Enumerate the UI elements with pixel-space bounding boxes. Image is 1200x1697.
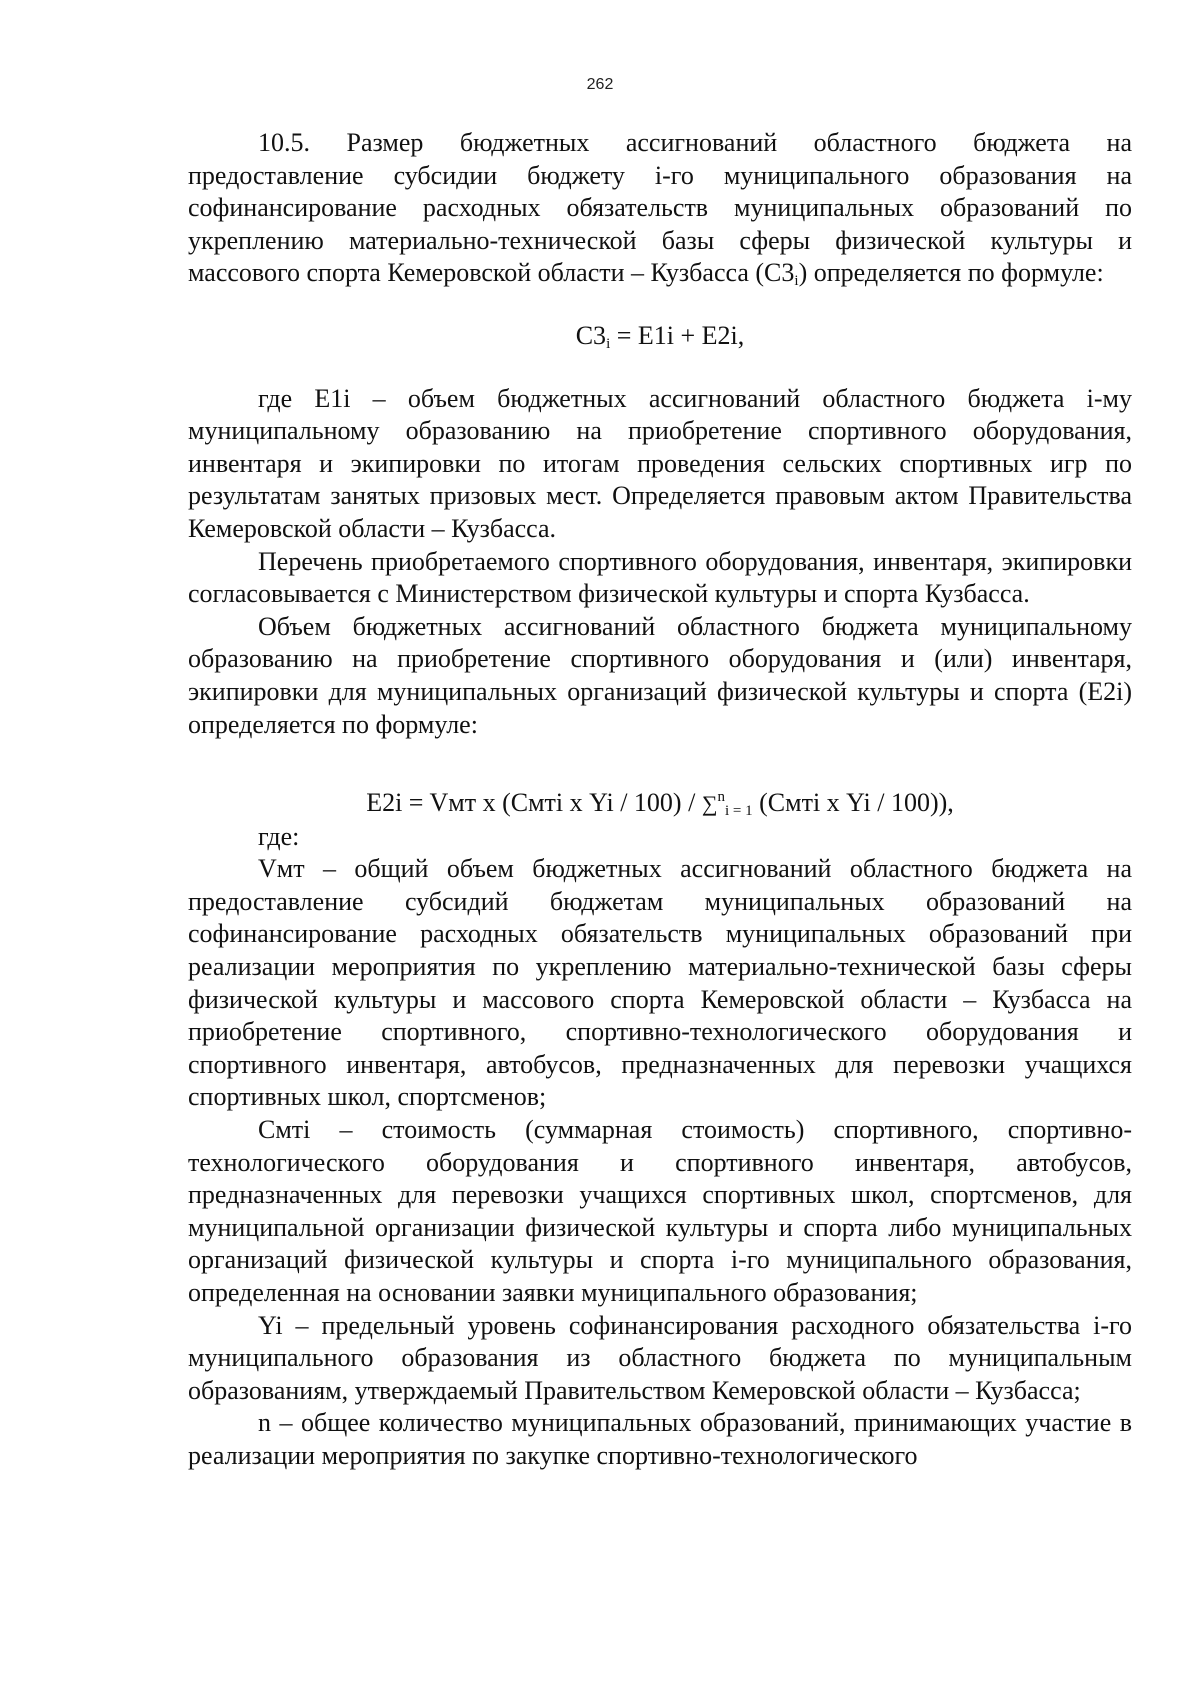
page-number: 262 — [586, 76, 614, 93]
where-label: где: — [258, 821, 300, 851]
formula-e2i-part1: Е2i = Vмт х (Смтi х Yi / 100) / — [366, 788, 702, 818]
paragraph-10-5-subscript: i — [794, 273, 799, 290]
formula-e2i-part2: (Смтi х Yi / 100)), — [752, 788, 954, 818]
sum-sigma-symbol: ∑ — [701, 791, 718, 817]
formula-c3i-rhs: = Е1i + Е2i, — [610, 320, 745, 350]
formula-c3i-lhs: С3 — [575, 320, 607, 350]
sum-lower-limit: i = 1 — [725, 803, 753, 820]
paragraph-10-5 — [188, 127, 1132, 290]
document-body — [188, 127, 1132, 1473]
formula-c3i-subscript: i — [606, 335, 611, 352]
paragraph-10-5-end: ) определяется по формуле: — [798, 258, 1104, 288]
paragraph-10-5-text: 10.5. Размер бюджетных ассигнований областного бюджета на предоставление субсидии бюджету i-го муниципального образования на софинансирование расходных обязательств муниципальных образований по укреплению материально-технической базы сферы физической культуры и массового спорта Кемеровской области – Кузбасса (С3 — [188, 128, 1132, 288]
paragraph-e1i-definition: где Е1i – объем бюджетных ассигнований областного бюджета i-му муниципальному образованию на приобретение спортивного оборудования, инвентаря и экипировки по итогам проведения сельских спортивных игр по результатам занятых призовых мест. Определяется правовым актом Правительства Кемеровской области – Кузбасса. — [188, 383, 1132, 543]
formula-e2i — [188, 787, 1132, 821]
definition-smti: Смтi – стоимость (суммарная стоимость) спортивного, спортивно-технологического оборудования и спортивного инвентаря, автобусов, предназначенных для перевозки учащихся спортивных школ, спортсменов, для муниципальной организации физической культуры и спорта либо муниципальных организаций физической культуры и спорта i-го муниципального образования, определенная на основании заявки муниципального образования; — [188, 1115, 1132, 1307]
sum-upper-limit: n — [717, 789, 725, 806]
formula-c3i — [188, 320, 1132, 353]
paragraph-e2i-intro: Объем бюджетных ассигнований областного бюджета муниципальному образованию на приобретение спортивного оборудования и (или) инвентаря, экипировки для муниципальных организаций физической культуры и спорта (Е2i) определяется по формуле: — [188, 611, 1132, 739]
definition-yi: Yi – предельный уровень софинансирования расходного обязательства i-го муниципального образования из областного бюджета по муниципальным образованиям, утверждаемый Правительством Кемеровской области – Кузбасса; — [188, 1310, 1132, 1405]
paragraph-equipment-list: Перечень приобретаемого спортивного оборудования, инвентаря, экипировки согласовывается с Министерством физической культуры и спорта Кузбасса. — [188, 546, 1132, 609]
definition-vmt: Vмт – общий объем бюджетных ассигнований областного бюджета на предоставление субсидий бюджетам муниципальных образований на софинансирование расходных обязательств муниципальных образований при реализации мероприятия по укреплению материально-технической базы сферы физической культуры и массового спорта Кемеровской области – Кузбасса на приобретение спортивного, спортивно-технологического оборудования и спортивного инвентаря, автобусов, предназначенных для перевозки учащихся спортивных школ, спортсменов; — [188, 854, 1132, 1112]
definition-n: n – общее количество муниципальных образований, принимающих участие в реализации мероприятия по закупке спортивно-технологического — [188, 1408, 1132, 1470]
